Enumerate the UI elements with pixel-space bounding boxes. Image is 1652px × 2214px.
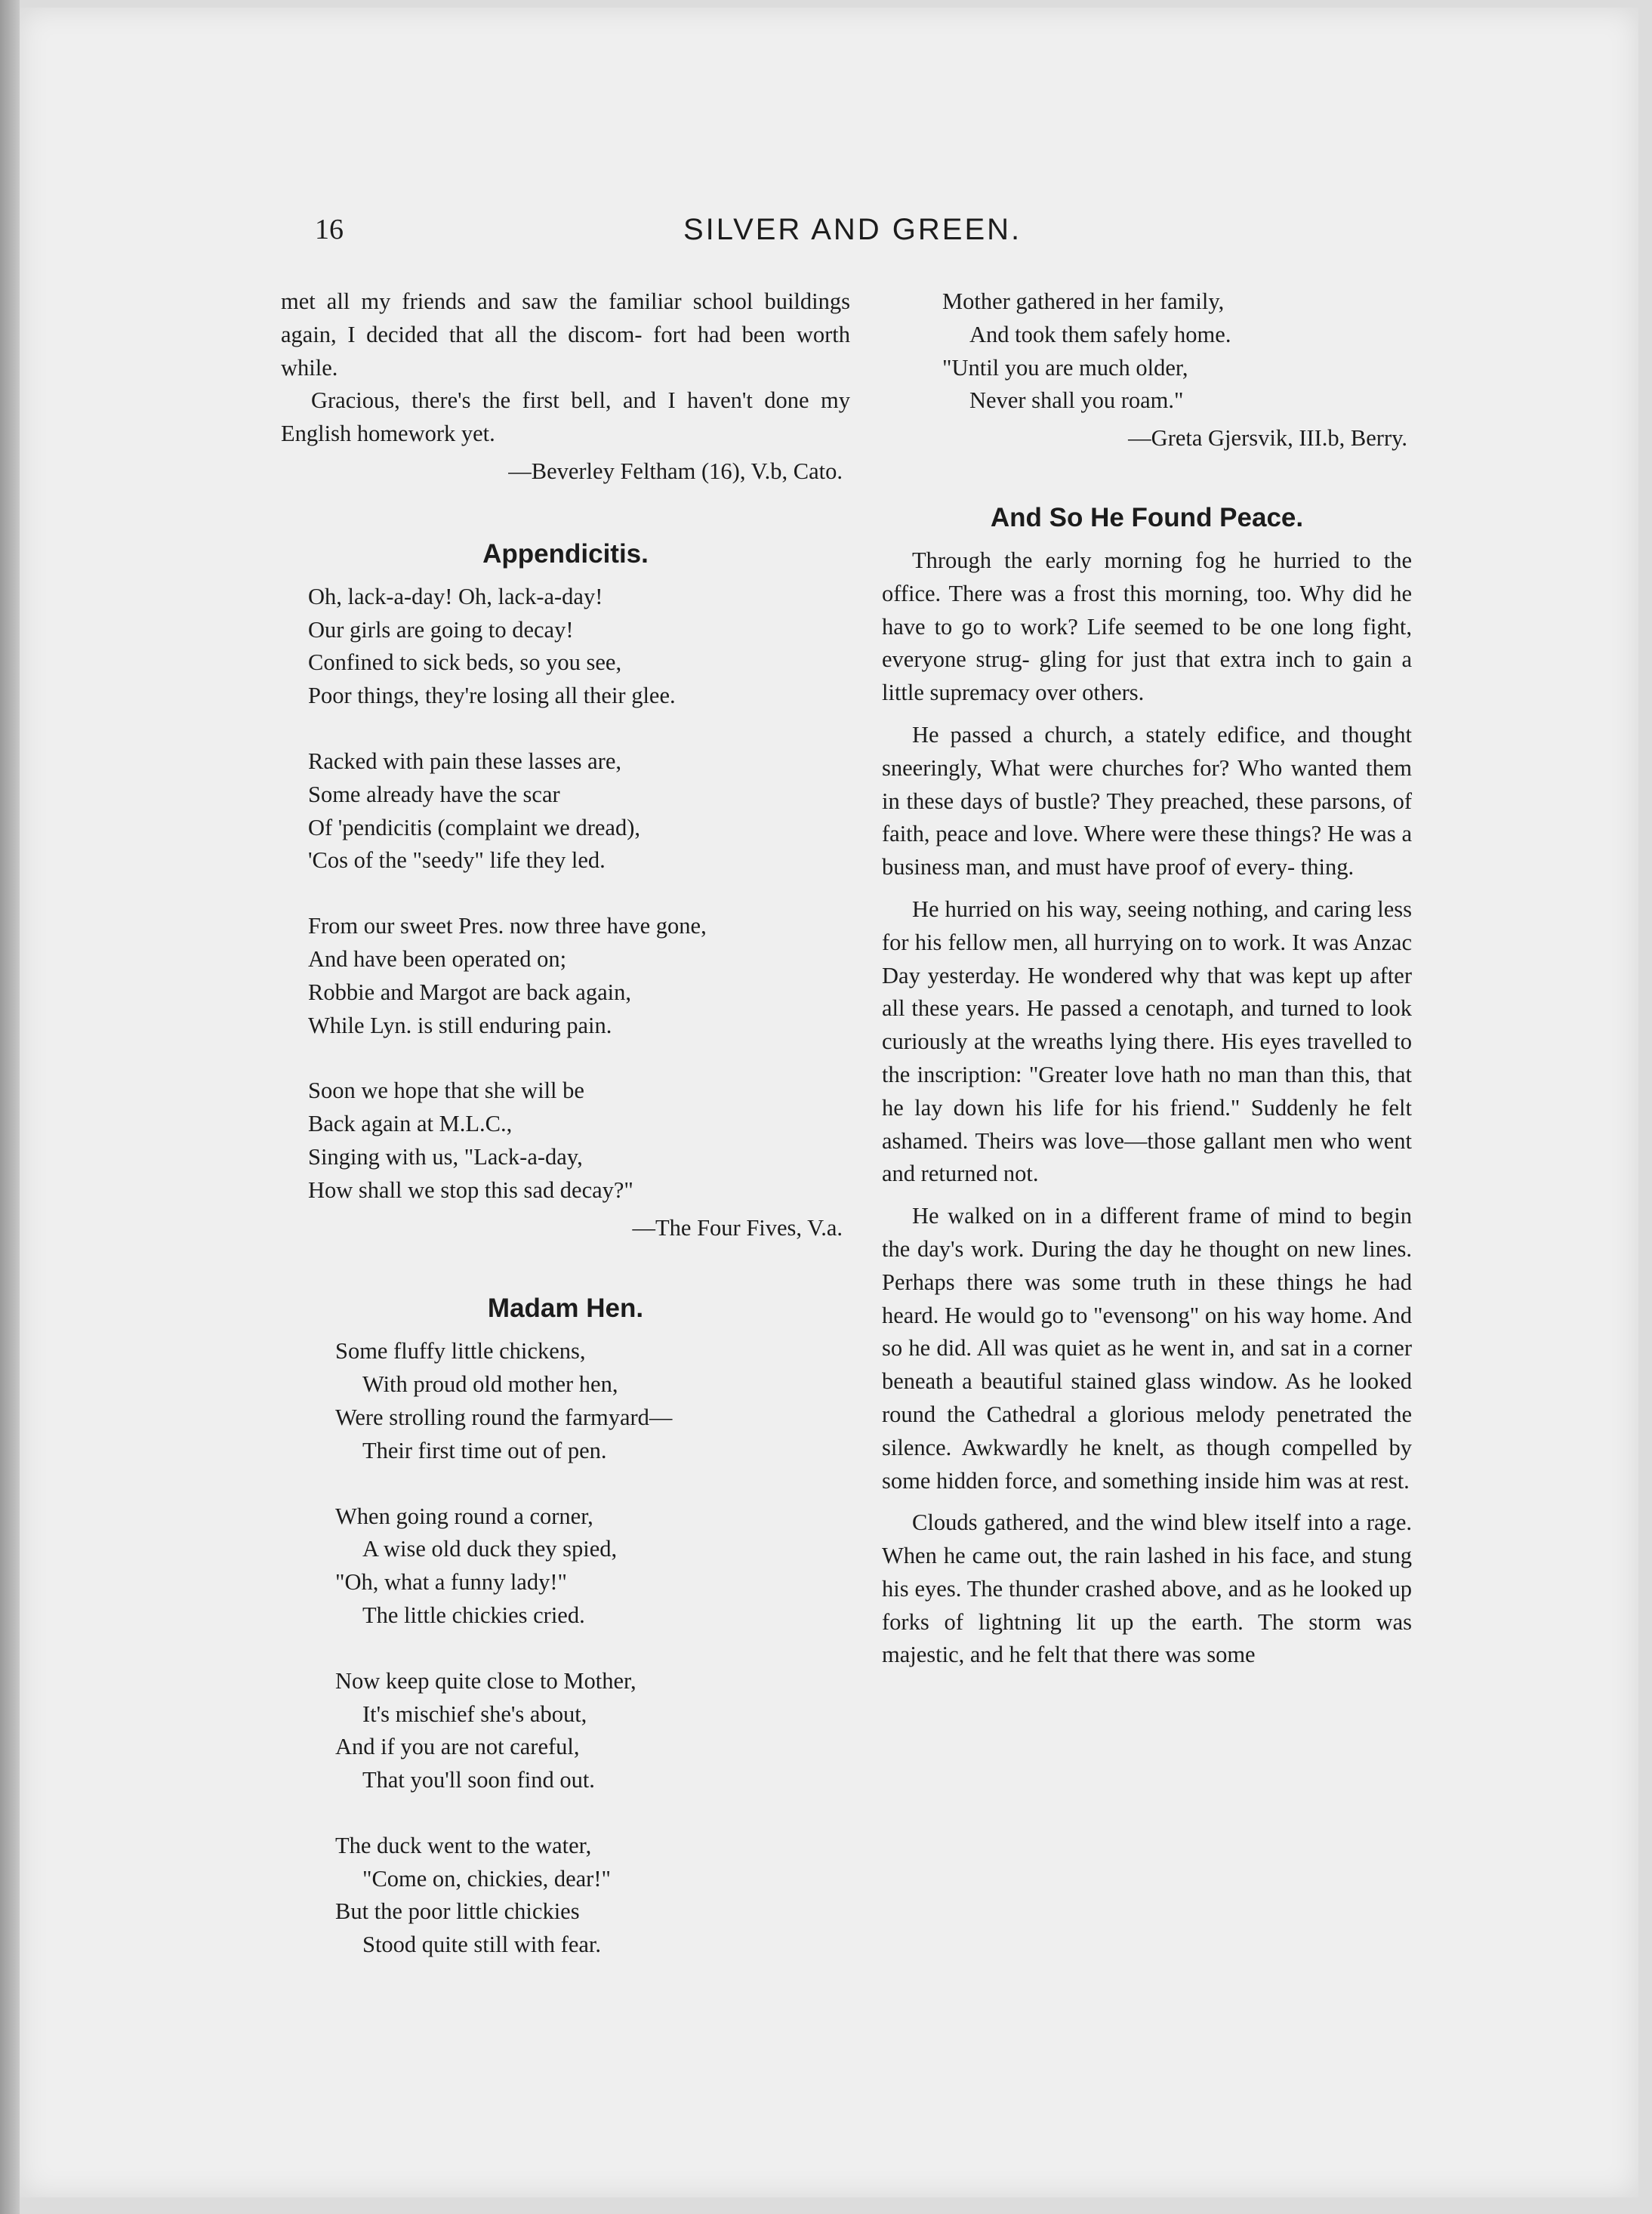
madam-hen-final-stanza: [882, 285, 1412, 418]
page-number: 16: [315, 214, 344, 245]
madam-hen-stanza-4: [335, 1830, 850, 1962]
madam-hen-poem: [281, 1335, 850, 1962]
poem-line: It's mischief she's about,: [362, 1701, 587, 1727]
right-column: [882, 285, 1412, 1672]
poem-line: A wise old duck they spied,: [362, 1536, 618, 1562]
madam-hen-byline: —Greta Gjersvik, III.b, Berry.: [1128, 425, 1407, 452]
poem-line: Stood quite still with fear.: [362, 1932, 601, 1958]
poem-line: 'Cos of the "seedy" life they led.: [308, 847, 606, 874]
poem-line: When going round a corner,: [335, 1503, 593, 1529]
page-header: [294, 213, 1503, 258]
poem-line: Robbie and Margot are back again,: [308, 979, 631, 1005]
madam-hen-title: Madam Hen.: [487, 1294, 644, 1324]
left-column: [281, 285, 850, 1962]
poem-line: Confined to sick beds, so you see,: [308, 649, 622, 676]
poem-line: Mother gathered in her family,: [942, 288, 1225, 314]
poem-line: Our girls are going to decay!: [308, 616, 574, 643]
peace-paragraph-3: He hurried on his way, seeing nothing, and caring less for his fellow men, all hurrying on to work. It was Anzac Day yesterday. He wondered why that was kept up after all these years. He passed a cenotaph, and turned to look curiously at the wreaths lying there. His eyes travelled to the inscription: "Greater love hath no man than this, that he lay down his life for his friend." Suddenly he felt ashamed. Theirs was love—those gallant men who went and returned not.: [882, 896, 1412, 1187]
madam-hen-stanza-3: [335, 1665, 850, 1797]
appendicitis-title: Appendicitis.: [482, 538, 649, 569]
madam-hen-stanza-1: [335, 1335, 850, 1467]
poem-line: While Lyn. is still enduring pain.: [308, 1012, 612, 1038]
poem-line: With proud old mother hen,: [362, 1371, 618, 1398]
poem-line: Their first time out of pen.: [362, 1437, 607, 1463]
poem-line: Never shall you roam.": [969, 387, 1184, 414]
appendicitis-stanza-1: [308, 581, 850, 713]
peace-paragraph-4: He walked on in a different frame of mind to begin the day's work. During the day he thought on new lines. Perhaps there was some truth in these things he had heard. He would go to "evensong" on his way home. And so he did. All was quiet as he went in, and sat in a corner beneath a beautiful stained glass window. As he looked round the Cathedral a glorious melody penetrated the silence. Awkwardly he knelt, as though compelled by some hidden force, and something inside him was at rest.: [882, 1203, 1412, 1494]
poem-line: "Until you are much older,: [942, 354, 1188, 381]
appendicitis-byline: —The Four Fives, V.a.: [632, 1214, 843, 1241]
poem-line: And took them safely home.: [969, 321, 1231, 347]
poem-line: But the poor little chickies: [335, 1898, 580, 1925]
intro-byline: —Beverley Feltham (16), V.b, Cato.: [508, 458, 843, 484]
poem-line: Back again at M.L.C.,: [308, 1111, 513, 1137]
appendicitis-stanza-4: [308, 1075, 850, 1207]
poem-line: From our sweet Pres. now three have gone,: [308, 913, 707, 939]
madam-hen-stanza-5: [942, 285, 1412, 418]
poem-line: Oh, lack-a-day! Oh, lack-a-day!: [308, 583, 603, 609]
intro-paragraph-1: met all my friends and saw the familiar school buildings again, I decided that all the discom- fort had been worth while.: [281, 288, 850, 381]
page-binding-edge: [0, 0, 20, 2214]
poem-line: "Oh, what a funny lady!": [335, 1569, 567, 1596]
peace-paragraph-1: Through the early morning fog he hurried to the office. There was a frost this morning, too. Why did he have to go to work? Life seemed to be one long fight, everyone strug- gling for just that extra inch to gain a little supremacy over others.: [882, 547, 1412, 706]
poem-line: Racked with pain these lasses are,: [308, 748, 621, 774]
found-peace-title: And So He Found Peace.: [990, 502, 1304, 532]
poem-line: Soon we hope that she will be: [308, 1078, 584, 1104]
poem-line: Of 'pendicitis (complaint we dread),: [308, 814, 640, 840]
poem-line: "Come on, chickies, dear!": [362, 1865, 611, 1892]
madam-hen-stanza-2: [335, 1500, 850, 1633]
intro-paragraph-2: Gracious, there's the first bell, and I haven't done my English homework yet.: [281, 387, 850, 447]
appendicitis-stanza-2: [308, 745, 850, 877]
poem-line: Some already have the scar: [308, 781, 560, 807]
poem-line: And if you are not careful,: [335, 1734, 580, 1760]
appendicitis-stanza-3: [308, 910, 850, 1042]
appendicitis-poem: [281, 581, 850, 1207]
peace-paragraph-5: Clouds gathered, and the wind blew itself into a rage. When he came out, the rain lashed in his face, and stung his eyes. The thunder crashed above, and as he looked up forks of lightning lit up the earth. The storm was majestic, and he felt that there was some: [882, 1509, 1412, 1668]
poem-line: How shall we stop this sad decay?": [308, 1176, 633, 1203]
poem-line: Now keep quite close to Mother,: [335, 1667, 636, 1694]
poem-line: The duck went to the water,: [335, 1832, 592, 1858]
poem-line: Some fluffy little chickens,: [335, 1338, 586, 1364]
poem-line: And have been operated on;: [308, 945, 567, 972]
poem-line: That you'll soon find out.: [362, 1767, 595, 1793]
running-title: SILVER AND GREEN.: [683, 213, 1022, 246]
poem-line: Singing with us, "Lack-a-day,: [308, 1143, 583, 1170]
poem-line: Were strolling round the farmyard—: [335, 1404, 673, 1430]
poem-line: Poor things, they're losing all their glee.: [308, 683, 676, 709]
peace-paragraph-2: He passed a church, a stately edifice, and thought sneeringly, What were churches for? Who wanted them in these days of bustle? They preached, these parsons, of faith, peace and love. Where were these things? He was a business man, and must have proof of every- thing.: [882, 721, 1412, 880]
poem-line: The little chickies cried.: [362, 1602, 585, 1628]
